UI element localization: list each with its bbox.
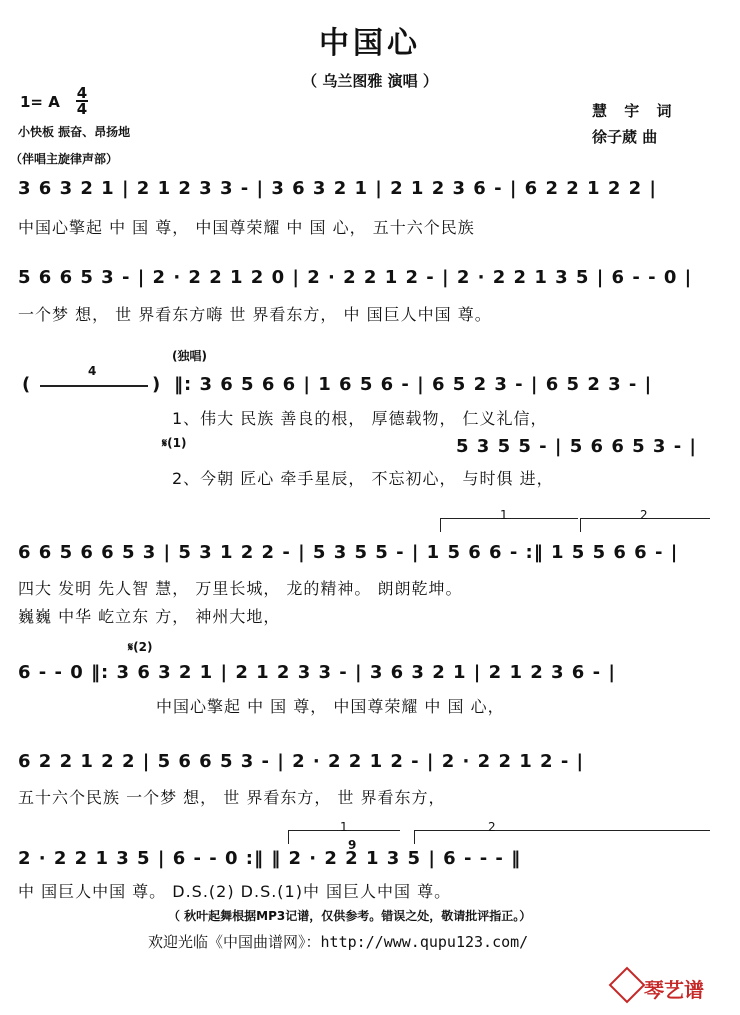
- rest-count-9: 9: [348, 838, 357, 852]
- volta-2b-label: 2: [488, 820, 496, 834]
- lyrics-row-4-verse-1: 四大 发明 先人智 慧， 万里长城， 龙的精神。 朗朗乾坤。: [18, 579, 463, 598]
- volta-2-hook: [580, 518, 581, 532]
- tempo-marking: 小快板 振奋、昂扬地: [18, 125, 131, 139]
- lyrics-row-6: 五十六个民族 一个梦 想， 世 界看东方， 世 界看东方，: [18, 788, 446, 807]
- rest-bar-open: (: [22, 374, 32, 395]
- notation-row-2: 5 6 6 5 3 - | 2 · 2 2 1 2 0 | 2 · 2 2 1 2 - | 2 · 2 2 1 3 5 | 6 - - 0 |: [18, 267, 693, 288]
- notation-row-7: 2 · 2 2 1 3 5 | 6 - - 0 :‖ ‖ 2 · 2 2 1 3 5 | 6 - - - ‖: [18, 848, 522, 869]
- notation-row-3: ‖: 3 6 5 6 6 | 1 6 5 6 - | 6 5 2 3 - | 6 5 2 3 - |: [174, 374, 653, 395]
- volta-2-label: 2: [640, 508, 648, 522]
- notation-row-5: 6 - - 0 ‖: 3 6 3 2 1 | 2 1 2 3 3 - | 3 6 3 2 1 | 2 1 2 3 6 - |: [18, 662, 616, 683]
- volta-1b-hook: [288, 830, 289, 844]
- notation-row-3b: 5 3 5 5 - | 5 6 6 5 3 - |: [456, 436, 698, 457]
- site-welcome: 欢迎光临《中国曲谱网》：http://www.qupu123.com/: [148, 933, 529, 951]
- lyrics-row-2: 一个梦 想， 世 界看东方嗨 世 界看东方， 中 国巨人中国 尊。: [18, 305, 492, 324]
- segno-1: 𝄋(1): [162, 436, 187, 450]
- lyrics-row-1: 中国心擎起 中 国 尊， 中国尊荣耀 中 国 心， 五十六个民族: [18, 218, 475, 237]
- lyrics-row-5: 中国心擎起 中 国 尊， 中国尊荣耀 中 国 心，: [156, 697, 505, 716]
- lyrics-row-7: 中 国巨人中国 尊。 D.S.(2) D.S.(1)中 国巨人中国 尊。: [18, 882, 452, 901]
- composer: 徐子葳 曲: [592, 128, 658, 146]
- watermark-logo-icon: [609, 967, 646, 1004]
- lyrics-row-3-verse-2: 2、今朝 匠心 牵手星辰， 不忘初心， 与时俱 进，: [172, 469, 554, 488]
- segno-2: 𝄋(2): [128, 640, 153, 654]
- volta-2b-hook: [414, 830, 415, 844]
- volta-1-label: 1: [500, 508, 508, 522]
- volta-1-hook: [440, 518, 441, 532]
- lyrics-row-4-verse-2: 巍巍 中华 屹立东 方， 神州大地，: [18, 607, 281, 626]
- notation-row-4: 6 6 5 6 6 5 3 | 5 3 1 2 2 - | 5 3 5 5 - | 1 5 6 6 - :‖ 1 5 5 6 6 - |: [18, 542, 679, 563]
- accompaniment-note: （伴唱主旋律声部）: [10, 152, 119, 166]
- page-title: 中国心: [319, 26, 421, 61]
- notation-row-1: 3 6 3 2 1 | 2 1 2 3 3 - | 3 6 3 2 1 | 2 1 2 3 6 - | 6 2 2 1 2 2 |: [18, 178, 657, 199]
- notation-row-6: 6 2 2 1 2 2 | 5 6 6 5 3 - | 2 · 2 2 1 2 - | 2 · 2 2 1 2 - |: [18, 751, 585, 772]
- lyrics-row-3-verse-1: 1、伟大 民族 善良的根， 厚德载物， 仁义礼信，: [172, 409, 548, 428]
- watermark-text: 琴艺谱: [644, 978, 704, 1002]
- transcriber-note: （ 秋叶起舞根据MP3记谱，仅供参考。错误之处，敬请批评指正。）: [168, 909, 532, 923]
- volta-2b-line: [414, 830, 710, 831]
- rest-bar-close: ): [152, 374, 162, 395]
- rest-count: 4: [88, 364, 97, 378]
- solo-marking: (独唱): [172, 349, 207, 363]
- volta-1b-label: 1: [340, 820, 348, 834]
- volta-1-line: [440, 518, 578, 519]
- lyricist: 慧 宇 词: [592, 102, 678, 120]
- time-signature: 4 4: [76, 84, 88, 118]
- performer: （ 乌兰图雅 演唱 ）: [302, 72, 438, 90]
- key-signature: 1= A: [20, 93, 60, 111]
- multi-rest-line: [40, 385, 148, 387]
